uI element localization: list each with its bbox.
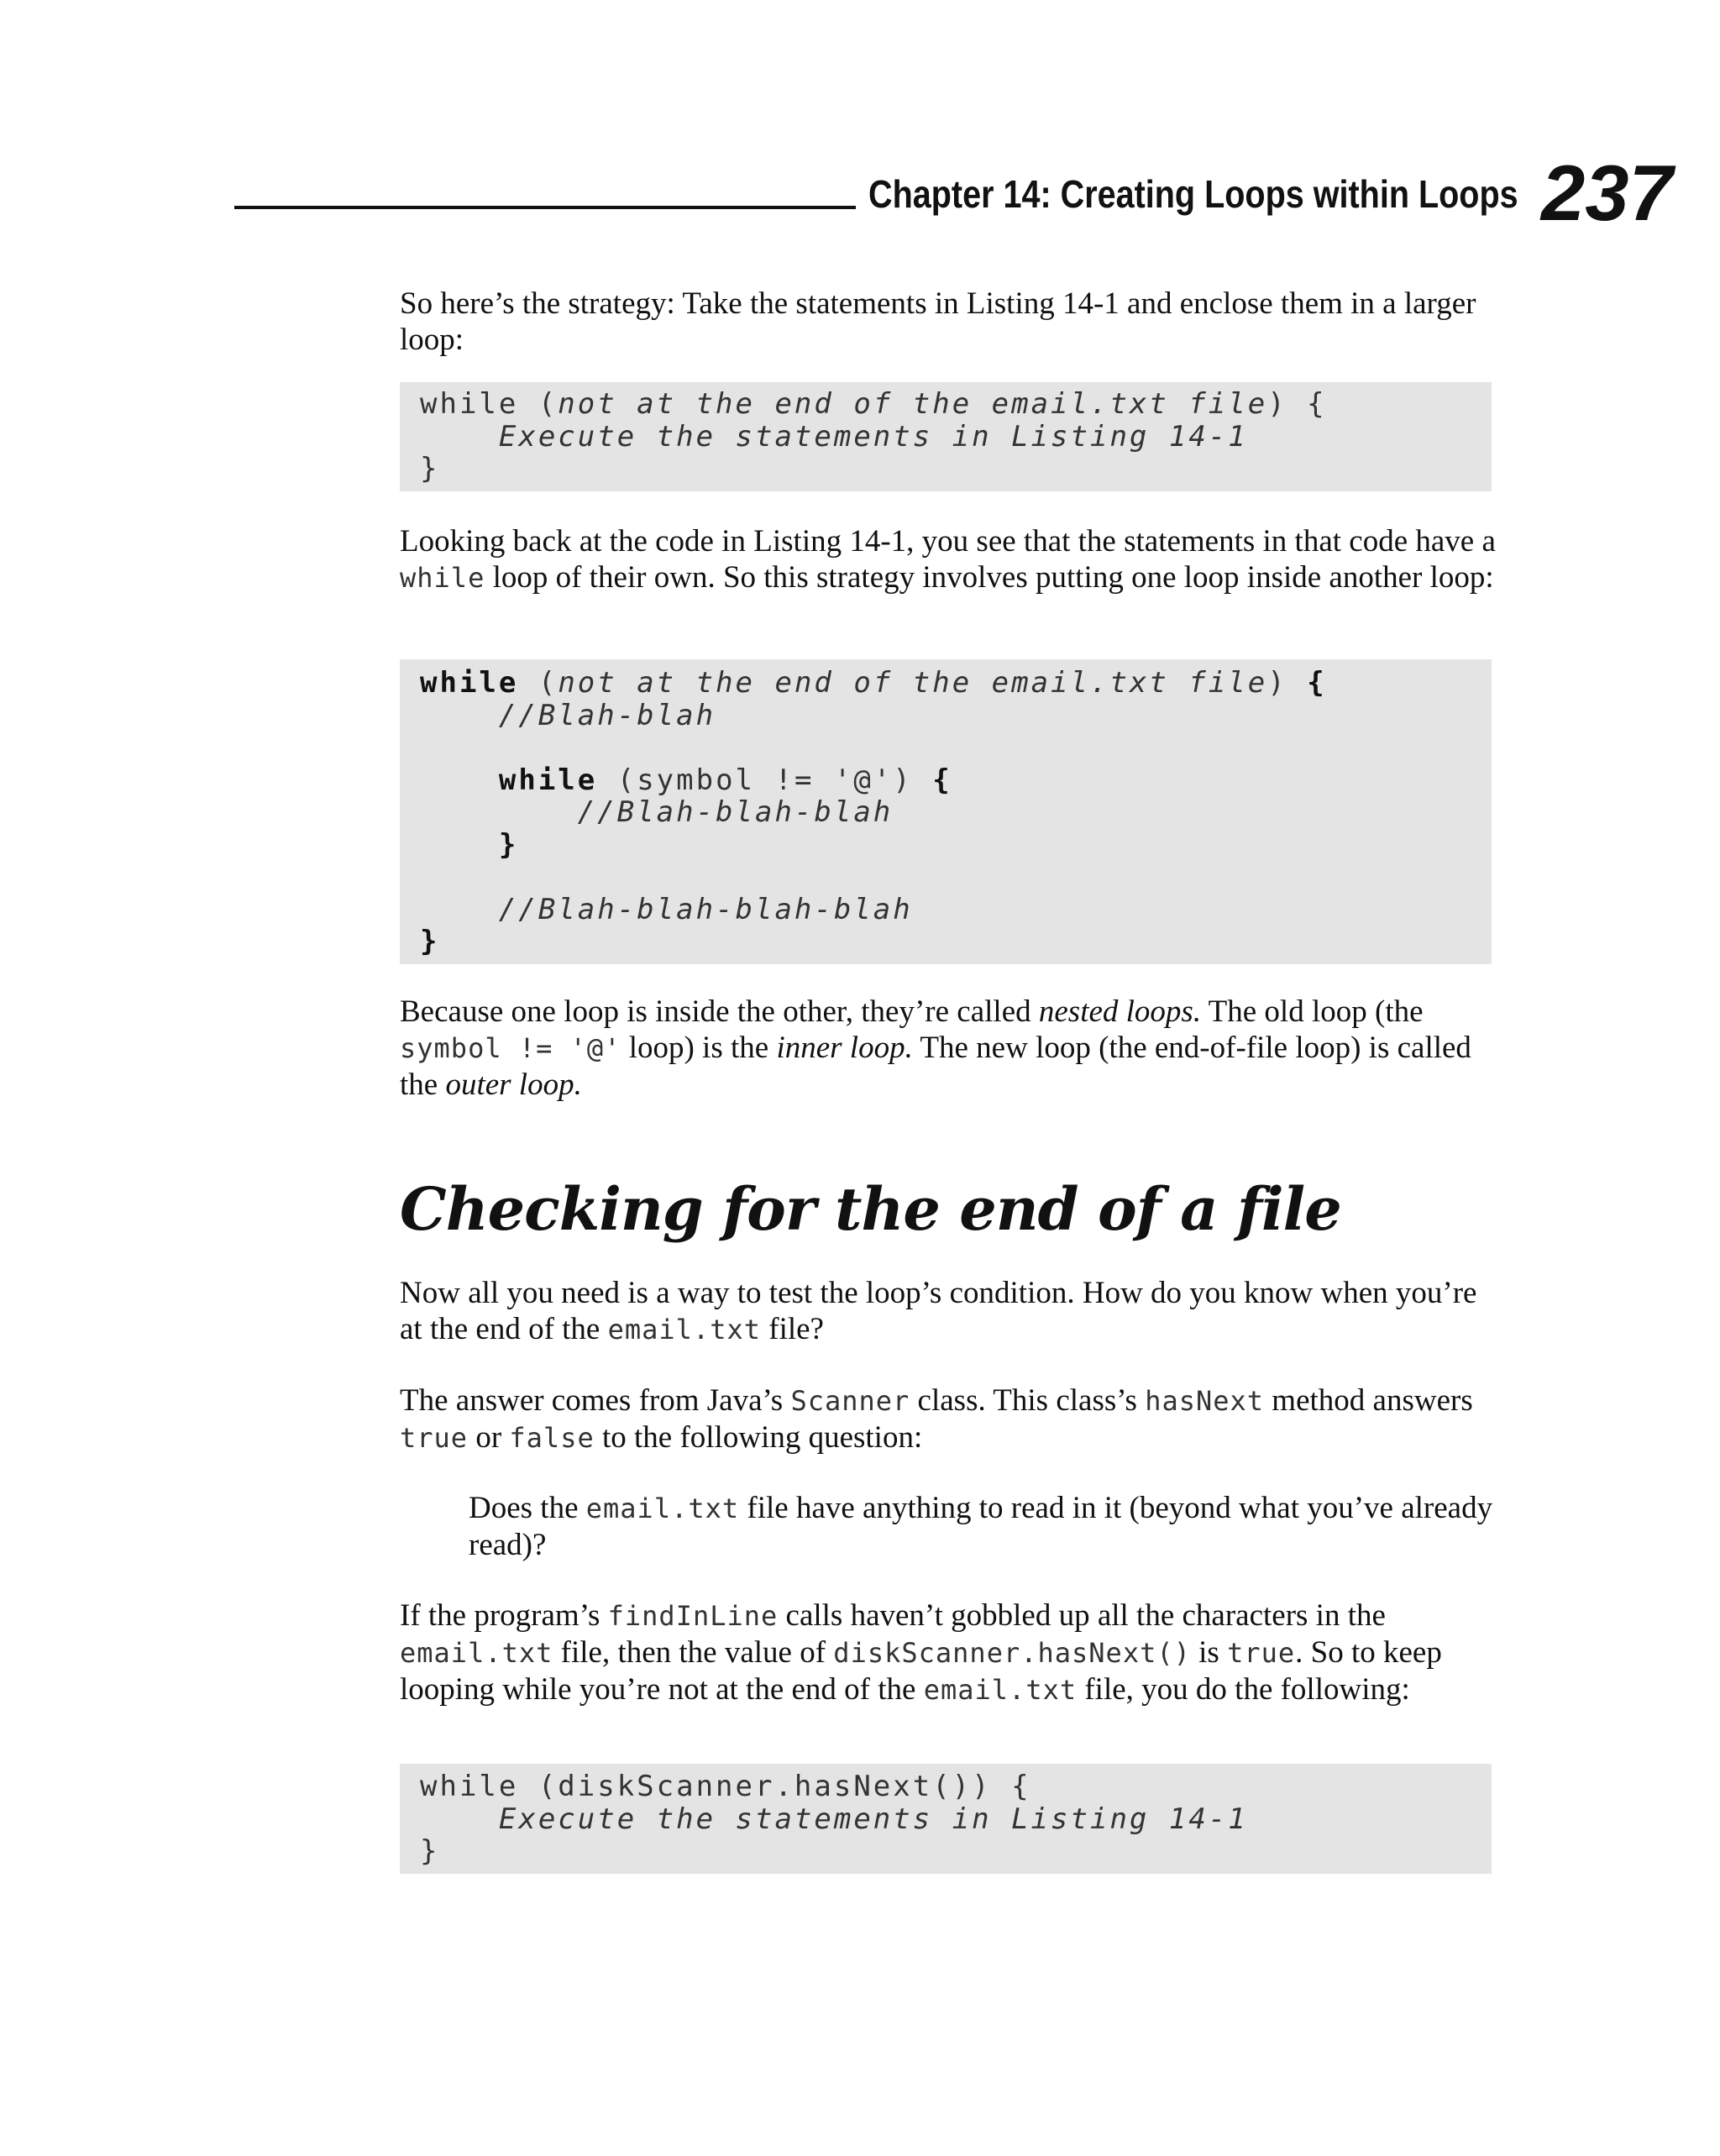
paragraph-text <box>400 1597 1497 1708</box>
code-text: (symbol != '@') <box>597 763 933 797</box>
header-rule <box>234 206 856 209</box>
code-line <box>420 388 1492 421</box>
code-comment: //Blah-blah <box>420 698 716 732</box>
code-pseudocode: not at the end of the email.txt file <box>558 666 1268 700</box>
inline-code: email.txt <box>607 1314 761 1346</box>
code-line <box>420 926 1492 958</box>
inline-code: while <box>400 562 485 594</box>
text-run: Looking back at the code in Listing 14-1, you see that the statements in that code have a <box>400 524 1496 559</box>
text-run: file? <box>761 1312 824 1346</box>
code-text: ) { <box>1267 387 1327 421</box>
text-run: to the following question: <box>594 1420 923 1455</box>
code-line <box>420 796 1492 829</box>
text-run: . So to keep looping while you’re not at the end of the <box>400 1635 1442 1707</box>
code-line <box>420 421 1492 454</box>
code-indent <box>420 763 499 797</box>
code-block-hasnext-loop <box>400 1764 1492 1874</box>
code-pseudocode: Execute the statements in Listing 14-1 <box>420 419 1248 454</box>
text-run: Does the <box>469 1491 586 1525</box>
running-header-chapter: Chapter 14: Creating Loops within Loops <box>868 172 1518 216</box>
text-run: loop) is the <box>621 1031 777 1065</box>
text-run: calls haven’t gobbled up all the characters in the <box>778 1598 1386 1633</box>
text-run: file, you do the following: <box>1077 1672 1410 1707</box>
code-pseudocode: not at the end of the email.txt file <box>558 387 1268 421</box>
code-text: ) <box>1267 666 1308 700</box>
text-run: If the program’s <box>400 1598 608 1633</box>
code-line <box>420 667 1492 700</box>
code-brace: { <box>932 763 952 797</box>
code-line <box>420 1803 1492 1836</box>
paragraph-text <box>400 994 1497 1103</box>
code-block-nested-loops <box>400 659 1492 964</box>
paragraph-text <box>400 1382 1497 1456</box>
text-run: Now all you need is a way to test the loop’s condition. How do you know when you’re at the end of the <box>400 1276 1477 1346</box>
paragraph-text <box>400 1275 1497 1348</box>
text-run: Because one loop is inside the other, they’re called <box>400 994 1039 1029</box>
inline-code: true <box>1227 1637 1296 1669</box>
text-run: file have anything to read in it (beyond what you’ve already read)? <box>469 1491 1493 1562</box>
paragraph-scanner-answer <box>400 1382 1497 1456</box>
code-keyword: while ( <box>420 387 558 421</box>
paragraph-text <box>469 1490 1497 1563</box>
inline-code: false <box>509 1422 595 1454</box>
inline-code: email.txt <box>923 1674 1078 1706</box>
inline-code: hasNext <box>1145 1385 1265 1417</box>
text-run: or <box>468 1420 510 1455</box>
code-line: } <box>420 1834 440 1868</box>
emphasis: nested loops. <box>1038 994 1202 1029</box>
paragraph-text <box>400 523 1497 596</box>
inline-code: symbol != '@' <box>400 1032 621 1064</box>
code-line <box>420 894 1492 926</box>
text-run: is <box>1190 1635 1228 1670</box>
paragraph-text: So here’s the strategy: Take the statements in Listing 14-1 and enclose them in a larger loop: <box>400 286 1476 357</box>
code-line: } <box>420 452 440 485</box>
code-line: while (diskScanner.hasNext()) { <box>420 1770 1031 1803</box>
code-brace: } <box>420 925 440 958</box>
paragraph-findinline <box>400 1597 1497 1708</box>
inline-code: email.txt <box>585 1492 740 1524</box>
block-quote-question <box>469 1490 1497 1563</box>
text-run: The new loop (the end-of-file loop) is called the <box>400 1031 1471 1102</box>
code-comment: //Blah-blah-blah <box>420 795 894 829</box>
text-run: loop of their own. So this strategy involves putting one loop inside another loop: <box>485 560 1494 595</box>
inline-code: Scanner <box>790 1385 910 1417</box>
code-line <box>420 764 1492 797</box>
inline-code: diskScanner.hasNext() <box>833 1637 1191 1669</box>
code-pseudocode: Execute the statements in Listing 14-1 <box>420 1802 1248 1836</box>
text-run: The answer comes from Java’s <box>400 1383 791 1418</box>
code-text: ( <box>518 666 558 700</box>
code-block-outer-loop <box>400 382 1492 491</box>
code-line <box>420 829 1492 862</box>
emphasis: outer loop. <box>445 1068 582 1102</box>
code-keyword: while <box>420 666 519 700</box>
code-line-blank <box>420 861 1492 894</box>
code-brace: { <box>1307 666 1327 700</box>
text-run: method answers <box>1264 1383 1473 1418</box>
paragraph-nested-loops <box>400 994 1497 1103</box>
paragraph-test-condition <box>400 1275 1497 1348</box>
emphasis: inner loop. <box>776 1031 913 1065</box>
paragraph-strategy <box>400 286 1497 358</box>
inline-code: true <box>400 1422 469 1454</box>
inline-code: email.txt <box>400 1637 553 1669</box>
code-line <box>420 700 1492 732</box>
page-number: 237 <box>1541 149 1673 237</box>
code-brace: } <box>498 827 519 862</box>
text-run: class. This class’s <box>910 1383 1146 1418</box>
code-keyword: while <box>498 763 598 797</box>
section-heading: Checking for the end of a file <box>400 1174 1341 1244</box>
code-line-blank <box>420 732 1492 764</box>
code-indent <box>420 828 499 862</box>
text-run: file, then the value of <box>553 1635 834 1670</box>
text-run: The old loop (the <box>1201 994 1424 1029</box>
paragraph-looking-back <box>400 523 1497 596</box>
inline-code: findInLine <box>607 1600 779 1632</box>
code-comment: //Blah-blah-blah-blah <box>420 892 913 926</box>
